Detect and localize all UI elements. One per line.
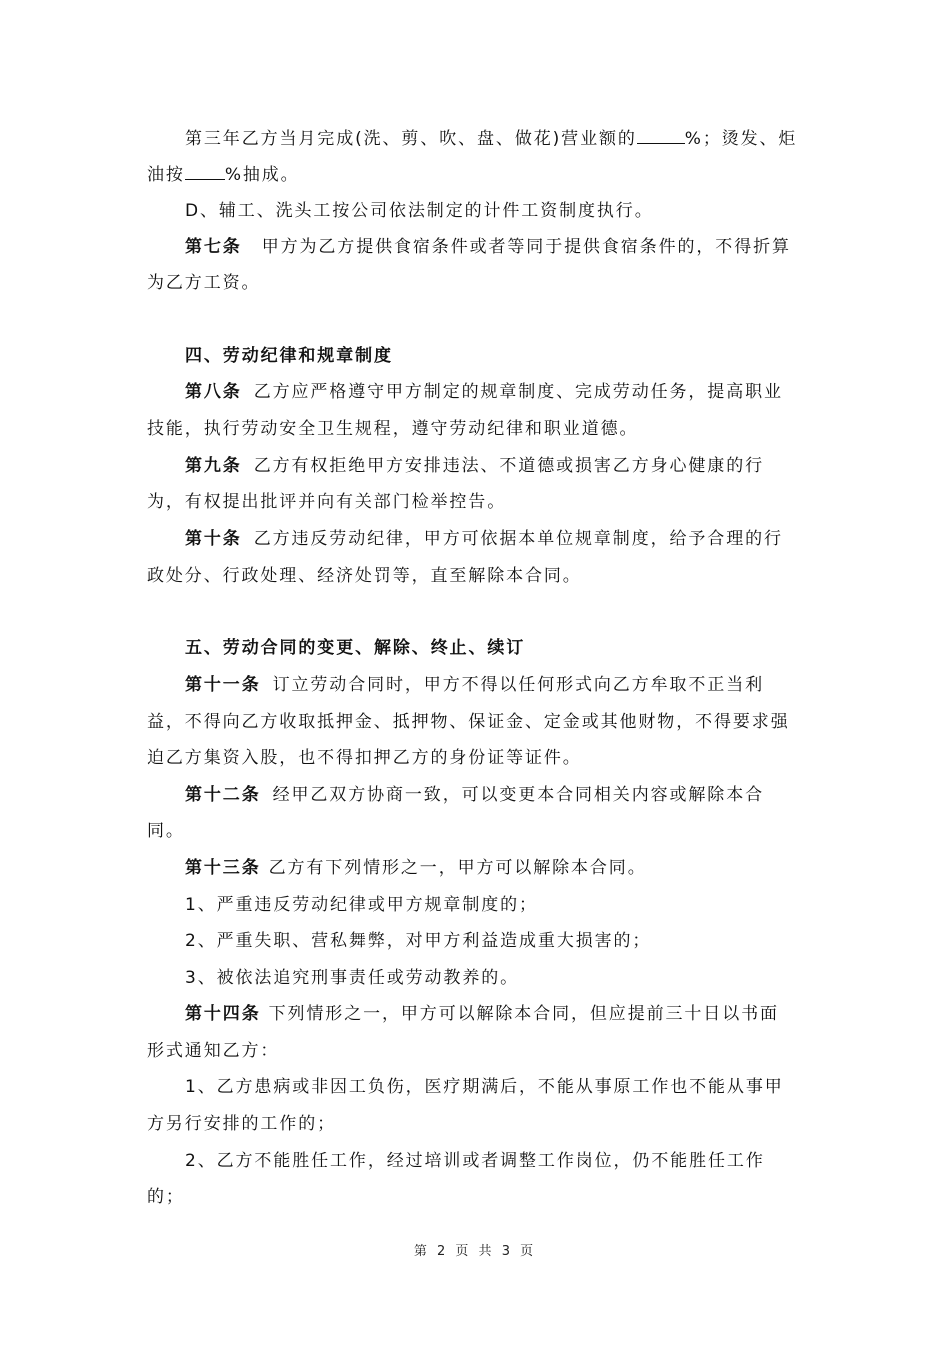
article-label: 第十一条 <box>185 675 261 695</box>
paragraph-line <box>185 127 797 150</box>
paragraph-line: 为乙方工资。 <box>147 273 261 293</box>
article-label: 第九条 <box>185 456 242 476</box>
paragraph-line <box>147 163 300 186</box>
article-label: 第十条 <box>185 529 242 549</box>
article-text: 经甲乙双方协商一致，可以变更本合同相关内容或解除本合 <box>272 785 765 805</box>
page-number-footer: 第 2 页 共 3 页 <box>413 1244 537 1259</box>
article-label: 第十二条 <box>185 785 261 805</box>
section-heading: 五、劳动合同的变更、解除、终止、续订 <box>185 638 526 658</box>
article-text: 乙方有权拒绝甲方安排违法、不道德或损害乙方身心健康的行 <box>253 456 765 476</box>
fill-in-blank <box>185 163 225 180</box>
article-label: 第八条 <box>185 382 242 402</box>
paragraph-line: 迫乙方集资入股，也不得扣押乙方的身份证等证件。 <box>147 748 582 768</box>
article-12 <box>185 784 764 806</box>
article-text: 乙方违反劳动纪律，甲方可依据本单位规章制度，给予合理的行 <box>253 529 783 549</box>
list-item: 1、乙方患病或非因工负伤，医疗期满后，不能从事原工作也不能从事甲 <box>185 1077 784 1097</box>
paragraph-line: 政处分、行政处理、经济处罚等，直至解除本合同。 <box>147 566 582 586</box>
paragraph-line: 方另行安排的工作的； <box>147 1114 336 1134</box>
fill-in-blank <box>637 127 685 144</box>
text-run: 第三年乙方当月完成(洗、剪、吹、盘、做花)营业额的 <box>185 129 637 149</box>
article-text: 下列情形之一，甲方可以解除本合同，但应提前三十日以书面 <box>268 1004 779 1024</box>
paragraph-line: 益，不得向乙方收取抵押金、抵押物、保证金、定金或其他财物，不得要求强 <box>147 712 790 732</box>
article-text: 乙方有下列情形之一，甲方可以解除本合同。 <box>268 858 647 878</box>
article-text: 甲方为乙方提供食宿条件或者等同于提供食宿条件的，不得折算 <box>261 237 791 257</box>
article-10 <box>185 528 783 550</box>
list-item: 2、乙方不能胜任工作，经过培训或者调整工作岗位，仍不能胜任工作 <box>185 1151 765 1171</box>
article-text: 订立劳动合同时，甲方不得以任何形式向乙方牟取不正当利 <box>272 675 765 695</box>
list-item: 2、严重失职、营私舞弊，对甲方利益造成重大损害的； <box>185 931 652 951</box>
paragraph-line: 的； <box>147 1187 185 1207</box>
paragraph-line: D、辅工、洗头工按公司依法制定的计件工资制度执行。 <box>185 201 654 221</box>
article-11 <box>185 674 764 696</box>
article-label: 第七条 <box>185 237 242 257</box>
article-text: 乙方应严格遵守甲方制定的规章制度、完成劳动任务，提高职业 <box>253 382 783 402</box>
list-item: 1、严重违反劳动纪律或甲方规章制度的； <box>185 895 538 915</box>
article-label: 第十四条 <box>185 1004 261 1024</box>
text-run: %抽成。 <box>224 165 300 185</box>
article-9 <box>185 455 764 477</box>
text-run: %；烫发、炬 <box>684 129 798 149</box>
article-label: 第十三条 <box>185 858 261 878</box>
paragraph-line: 形式通知乙方： <box>147 1041 280 1061</box>
paragraph-line: 为，有权提出批评并向有关部门检举控告。 <box>147 492 507 512</box>
article-13 <box>185 857 647 879</box>
text-run: 油按 <box>147 165 185 185</box>
paragraph-line: 技能，执行劳动安全卫生规程，遵守劳动纪律和职业道德。 <box>147 419 639 439</box>
section-heading: 四、劳动纪律和规章制度 <box>185 346 393 366</box>
article-14 <box>185 1003 779 1025</box>
article-7 <box>185 236 791 258</box>
paragraph-line: 同。 <box>147 821 185 841</box>
list-item: 3、被依法追究刑事责任或劳动教养的。 <box>185 968 520 988</box>
article-8 <box>185 381 783 403</box>
